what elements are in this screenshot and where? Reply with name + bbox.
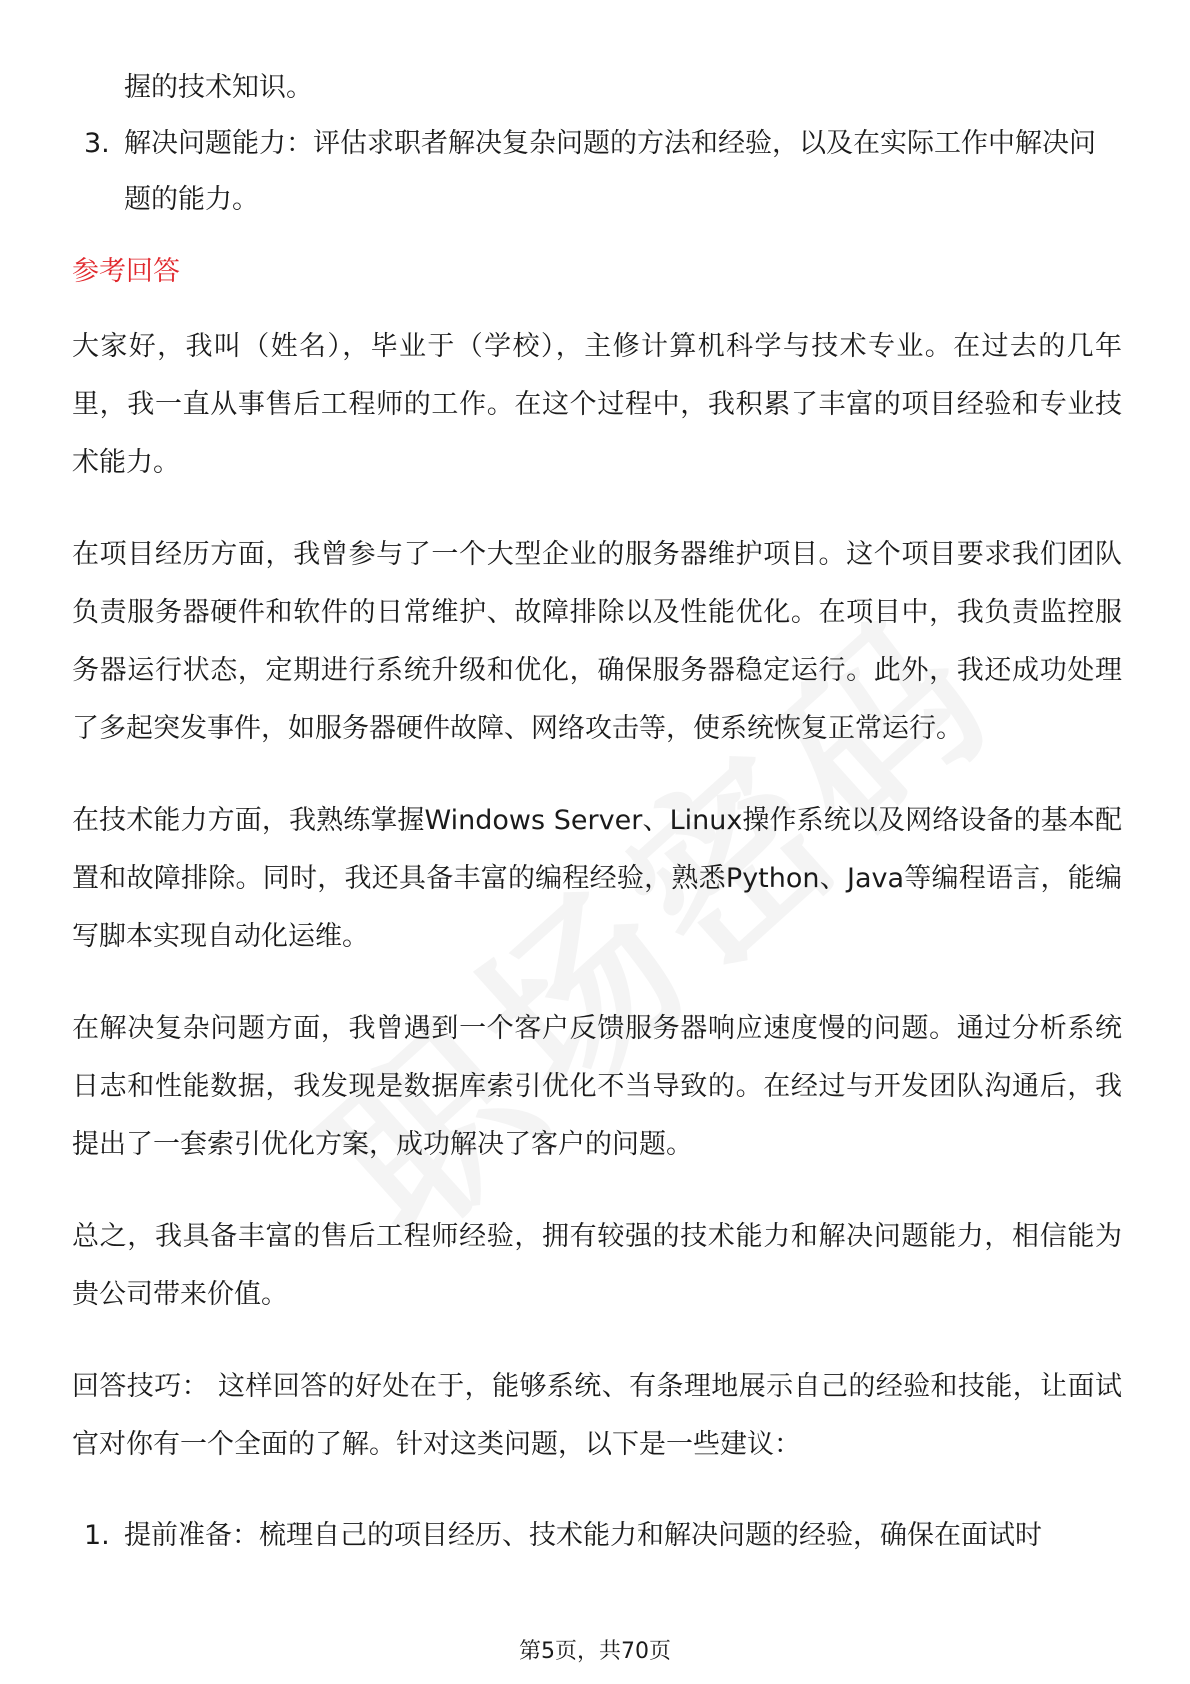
page-footer	[0, 1634, 1190, 1665]
reference-answer-heading: 参考回答	[72, 256, 180, 287]
criteria-item-3	[72, 116, 1122, 228]
tips-intro: 回答技巧： 这样回答的好处在于，能够系统、有条理地展示自己的经验和技能，让面试官对你有一个全面的了解。针对这类问题，以下是一些建议：	[72, 1371, 1122, 1460]
criteria-item-continued-text: 握的技术知识。	[124, 72, 313, 103]
list-number: 3.	[84, 128, 110, 159]
answer-paragraph-problem-solving: 在解决复杂问题方面，我曾遇到一个客户反馈服务器响应速度慢的问题。通过分析系统日志和性能数据，我发现是数据库索引优化不当导致的。在经过与开发团队沟通后，我提出了一套索引优化方案，成功解决了客户的问题。	[72, 1013, 1122, 1160]
page-content	[72, 60, 1122, 1564]
criteria-item-continued	[72, 60, 1122, 116]
tip-item-1-text: 提前准备：梳理自己的项目经历、技术能力和解决问题的经验，确保在面试时	[124, 1520, 1042, 1551]
list-number: 1.	[84, 1520, 110, 1551]
answer-paragraph-summary: 总之，我具备丰富的售后工程师经验，拥有较强的技术能力和解决问题能力，相信能为贵公司带来价值。	[72, 1221, 1122, 1310]
page-number-label: 第5页，共70页	[519, 1639, 671, 1664]
criteria-item-3-text: 解决问题能力：评估求职者解决复杂问题的方法和经验，以及在实际工作中解决问题的能力。	[124, 128, 1096, 215]
answer-paragraph-intro: 大家好，我叫（姓名），毕业于（学校），主修计算机科学与技术专业。在过去的几年里，我一直从事售后工程师的工作。在这个过程中，我积累了丰富的项目经验和专业技术能力。	[72, 331, 1122, 478]
answer-paragraph-project: 在项目经历方面，我曾参与了一个大型企业的服务器维护项目。这个项目要求我们团队负责服务器硬件和软件的日常维护、故障排除以及性能优化。在项目中，我负责监控服务器运行状态，定期进行系统升级和优化，确保服务器稳定运行。此外，我还成功处理了多起突发事件，如服务器硬件故障、网络攻击等，使系统恢复正常运行。	[72, 539, 1122, 744]
tip-item-1	[72, 1508, 1122, 1564]
answer-paragraph-skills: 在技术能力方面，我熟练掌握Windows Server、Linux操作系统以及网络设备的基本配置和故障排除。同时，我还具备丰富的编程经验，熟悉Python、Java等编程语言，能编写脚本实现自动化运维。	[72, 805, 1122, 952]
